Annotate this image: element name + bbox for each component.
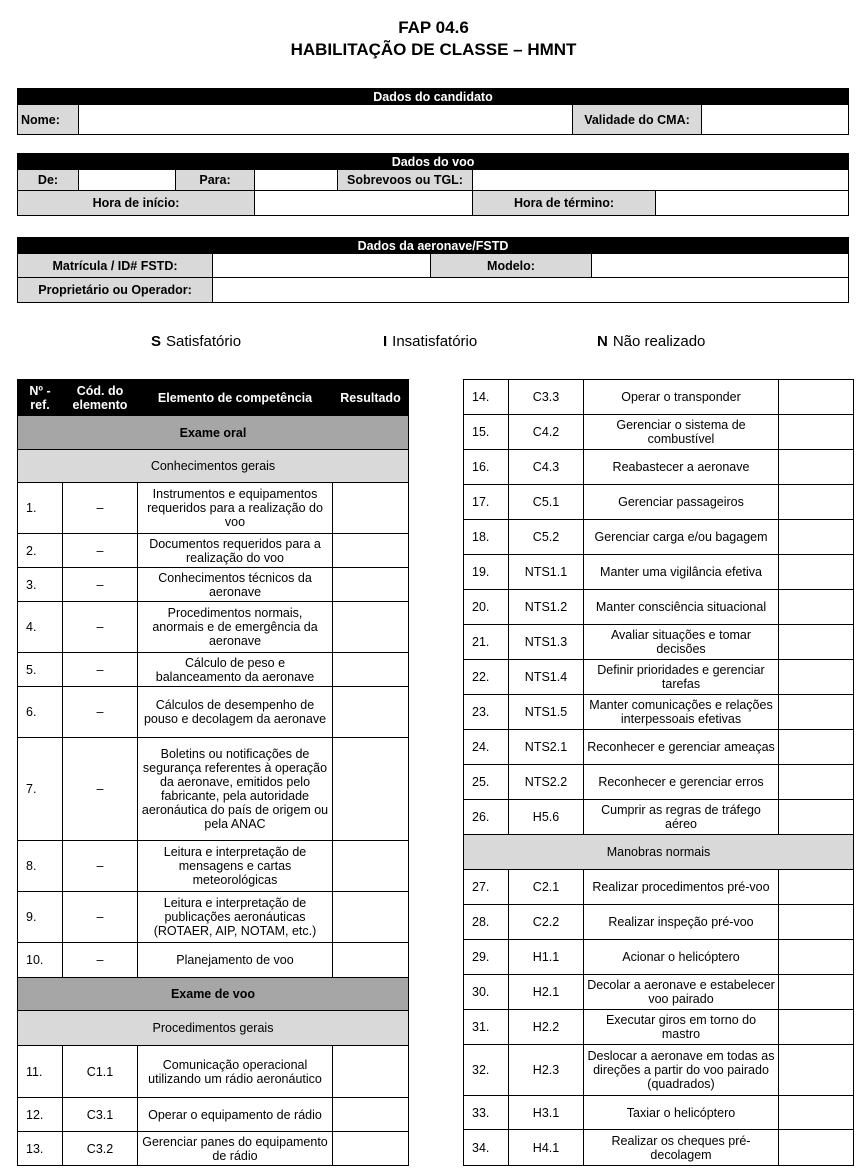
row-ref: 18. (464, 520, 509, 555)
row-element: Cálculo de peso e balanceamento da aeronave (138, 653, 333, 687)
row-code: H5.6 (509, 800, 584, 835)
competency-row (464, 800, 854, 835)
competency-row (464, 625, 854, 660)
row-code: NTS2.1 (509, 730, 584, 765)
row-code: C2.2 (509, 905, 584, 940)
section-row (464, 835, 854, 870)
row-element: Reconhecer e gerenciar ameaças (584, 730, 779, 765)
row-result-field[interactable] (779, 590, 854, 625)
row-result-field[interactable] (333, 534, 409, 568)
row-ref: 21. (464, 625, 509, 660)
competency-row (18, 602, 409, 653)
row-result-field[interactable] (333, 687, 409, 738)
competency-row (464, 1010, 854, 1045)
section-row (18, 416, 409, 450)
row-ref: 24. (464, 730, 509, 765)
row-ref: 11. (18, 1046, 63, 1098)
competency-row (464, 1045, 854, 1096)
competency-row (18, 841, 409, 892)
legend-unsatisfactory: I Insatisfatório (383, 333, 478, 350)
legend-satisfactory: S Satisfatório (151, 333, 242, 350)
row-element: Gerenciar o sistema de combustível (584, 415, 779, 450)
row-result-field[interactable] (779, 415, 854, 450)
row-result-field[interactable] (779, 1130, 854, 1166)
row-code: C5.1 (509, 485, 584, 520)
row-code: H3.1 (509, 1096, 584, 1130)
aircraft-table (17, 237, 849, 303)
row-code: – (63, 602, 138, 653)
row-result-field[interactable] (779, 800, 854, 835)
competency-table-left (17, 379, 409, 1166)
row-ref: 17. (464, 485, 509, 520)
row-code: NTS1.1 (509, 555, 584, 590)
end-time-field[interactable] (656, 191, 849, 216)
registration-field[interactable] (213, 254, 431, 278)
row-result-field[interactable] (779, 905, 854, 940)
row-element: Executar giros em torno do mastro (584, 1010, 779, 1045)
row-element: Gerenciar panes do equipamento de rádio (138, 1132, 333, 1166)
row-result-field[interactable] (333, 943, 409, 978)
name-field[interactable] (79, 105, 573, 135)
from-field[interactable] (79, 170, 176, 191)
row-element: Realizar os cheques pré-decolagem (584, 1130, 779, 1166)
row-code: – (63, 483, 138, 534)
row-code: C3.2 (63, 1132, 138, 1166)
row-ref: 32. (464, 1045, 509, 1096)
row-result-field[interactable] (779, 660, 854, 695)
row-element: Cálculos de desempenho de pouso e decolagem da aeronave (138, 687, 333, 738)
section-row (18, 450, 409, 483)
competency-row (18, 534, 409, 568)
row-ref: 26. (464, 800, 509, 835)
row-result-field[interactable] (333, 1132, 409, 1166)
row-ref: 1. (18, 483, 63, 534)
row-element: Avaliar situações e tomar decisões (584, 625, 779, 660)
competency-row (464, 905, 854, 940)
cma-field[interactable] (702, 105, 849, 135)
competency-row (18, 483, 409, 534)
row-ref: 29. (464, 940, 509, 975)
competency-row (464, 1096, 854, 1130)
competency-row (18, 653, 409, 687)
row-result-field[interactable] (779, 380, 854, 415)
row-code: C4.2 (509, 415, 584, 450)
row-result-field[interactable] (779, 975, 854, 1010)
competency-row (464, 450, 854, 485)
row-element: Instrumentos e equipamentos requeridos para a realização do voo (138, 483, 333, 534)
cma-label: Validade do CMA: (573, 105, 702, 135)
header-element: Elemento de competência (138, 380, 333, 416)
row-result-field[interactable] (779, 450, 854, 485)
row-ref: 13. (18, 1132, 63, 1166)
row-element: Cumprir as regras de tráfego aéreo (584, 800, 779, 835)
row-ref: 14. (464, 380, 509, 415)
row-result-field[interactable] (779, 555, 854, 590)
row-element: Manter consciência situacional (584, 590, 779, 625)
section-label: Manobras normais (464, 835, 854, 870)
row-element: Operar o transponder (584, 380, 779, 415)
competency-row (18, 1046, 409, 1098)
row-code: C3.1 (63, 1098, 138, 1132)
section-row (18, 978, 409, 1011)
row-element: Comunicação operacional utilizando um rádio aeronáutico (138, 1046, 333, 1098)
row-ref: 23. (464, 695, 509, 730)
section-label: Procedimentos gerais (18, 1011, 409, 1046)
row-ref: 33. (464, 1096, 509, 1130)
competency-row (18, 738, 409, 841)
competency-table-right (463, 379, 854, 1166)
row-code: NTS2.2 (509, 765, 584, 800)
row-result-field[interactable] (779, 765, 854, 800)
header-code: Cód. do elemento (63, 380, 138, 416)
section-label: Conhecimentos gerais (18, 450, 409, 483)
form-title: HABILITAÇÃO DE CLASSE – HMNT (290, 40, 577, 59)
row-code: C3.3 (509, 380, 584, 415)
row-ref: 10. (18, 943, 63, 978)
row-code: C1.1 (63, 1046, 138, 1098)
row-element: Documentos requeridos para a realização do voo (138, 534, 333, 568)
registration-label: Matrícula / ID# FSTD: (18, 254, 213, 278)
row-result-field[interactable] (779, 695, 854, 730)
competency-row (464, 520, 854, 555)
row-result-field[interactable] (779, 1096, 854, 1130)
row-ref: 31. (464, 1010, 509, 1045)
row-result-field[interactable] (779, 730, 854, 765)
competency-row (18, 1132, 409, 1166)
row-code: – (63, 687, 138, 738)
competency-row (464, 695, 854, 730)
form-code: FAP 04.6 (398, 18, 469, 37)
row-element: Leitura e interpretação de mensagens e cartas meteorológicas (138, 841, 333, 892)
competency-row (464, 870, 854, 905)
overflight-field[interactable] (473, 170, 849, 191)
row-element: Procedimentos normais, anormais e de emergência da aeronave (138, 602, 333, 653)
row-element: Operar o equipamento de rádio (138, 1098, 333, 1132)
row-element: Conhecimentos técnicos da aeronave (138, 568, 333, 602)
competency-row (18, 943, 409, 978)
candidate-table (17, 88, 849, 135)
row-result-field[interactable] (779, 625, 854, 660)
row-ref: 3. (18, 568, 63, 602)
start-time-label: Hora de início: (18, 191, 255, 216)
row-result-field[interactable] (333, 568, 409, 602)
row-result-field[interactable] (333, 602, 409, 653)
competency-row (464, 940, 854, 975)
row-element: Leitura e interpretação de publicações aeronáuticas (ROTAER, AIP, NOTAM, etc.) (138, 892, 333, 943)
name-label: Nome: (18, 105, 79, 135)
row-result-field[interactable] (333, 1098, 409, 1132)
row-code: H1.1 (509, 940, 584, 975)
row-element: Acionar o helicóptero (584, 940, 779, 975)
candidate-section-title: Dados do candidato (18, 89, 849, 105)
row-element: Realizar inspeção pré-voo (584, 905, 779, 940)
row-code: NTS1.2 (509, 590, 584, 625)
competency-row (18, 568, 409, 602)
row-result-field[interactable] (779, 1010, 854, 1045)
row-element: Manter uma vigilância efetiva (584, 555, 779, 590)
end-time-label: Hora de término: (473, 191, 656, 216)
row-code: – (63, 892, 138, 943)
from-label: De: (18, 170, 79, 191)
row-result-field[interactable] (779, 940, 854, 975)
flight-table (17, 153, 849, 216)
competency-row (464, 975, 854, 1010)
competency-row (464, 590, 854, 625)
row-element: Deslocar a aeronave em todas as direções a partir do voo pairado (quadrados) (584, 1045, 779, 1096)
row-ref: 27. (464, 870, 509, 905)
row-code: NTS1.4 (509, 660, 584, 695)
row-element: Boletins ou notificações de segurança referentes à operação da aeronave, emitidos pelo fabricante, pela autoridade aeronáutica do país de origem ou pela ANAC (138, 738, 333, 841)
row-ref: 16. (464, 450, 509, 485)
row-ref: 19. (464, 555, 509, 590)
row-ref: 7. (18, 738, 63, 841)
model-label: Modelo: (431, 254, 592, 278)
competency-row (464, 415, 854, 450)
row-result-field[interactable] (333, 738, 409, 841)
competency-row (464, 380, 854, 415)
start-time-field[interactable] (255, 191, 473, 216)
row-ref: 12. (18, 1098, 63, 1132)
row-code: – (63, 653, 138, 687)
competency-row (464, 660, 854, 695)
competency-row (18, 1098, 409, 1132)
row-element: Decolar a aeronave e estabelecer voo pairado (584, 975, 779, 1010)
section-label: Exame de voo (18, 978, 409, 1011)
row-ref: 4. (18, 602, 63, 653)
section-label: Exame oral (18, 416, 409, 450)
row-element: Manter comunicações e relações interpessoais efetivas (584, 695, 779, 730)
header-ref: Nº - ref. (18, 380, 63, 416)
aircraft-section-title: Dados da aeronave/FSTD (18, 238, 849, 254)
overflight-label: Sobrevoos ou TGL: (338, 170, 473, 191)
row-code: C4.3 (509, 450, 584, 485)
row-element: Reabastecer a aeronave (584, 450, 779, 485)
row-ref: 34. (464, 1130, 509, 1166)
row-element: Realizar procedimentos pré-voo (584, 870, 779, 905)
row-code: H2.1 (509, 975, 584, 1010)
row-code: H2.2 (509, 1010, 584, 1045)
competency-row (464, 555, 854, 590)
row-ref: 8. (18, 841, 63, 892)
row-code: – (63, 943, 138, 978)
row-ref: 9. (18, 892, 63, 943)
row-ref: 20. (464, 590, 509, 625)
row-ref: 5. (18, 653, 63, 687)
row-result-field[interactable] (333, 892, 409, 943)
row-ref: 22. (464, 660, 509, 695)
legend-not-performed: N Não realizado (597, 333, 706, 350)
to-label: Para: (176, 170, 255, 191)
row-code: – (63, 841, 138, 892)
row-result-field[interactable] (333, 653, 409, 687)
competency-row (464, 1130, 854, 1166)
row-code: – (63, 568, 138, 602)
row-code: NTS1.5 (509, 695, 584, 730)
row-code: – (63, 738, 138, 841)
row-element: Taxiar o helicóptero (584, 1096, 779, 1130)
row-code: H4.1 (509, 1130, 584, 1166)
row-element: Reconhecer e gerenciar erros (584, 765, 779, 800)
competency-row (18, 892, 409, 943)
row-result-field[interactable] (333, 1046, 409, 1098)
row-result-field[interactable] (779, 485, 854, 520)
row-code: C5.2 (509, 520, 584, 555)
owner-field[interactable] (213, 278, 849, 303)
row-result-field[interactable] (333, 483, 409, 534)
to-field[interactable] (255, 170, 338, 191)
row-result-field[interactable] (779, 1045, 854, 1096)
row-ref: 2. (18, 534, 63, 568)
row-ref: 6. (18, 687, 63, 738)
row-ref: 28. (464, 905, 509, 940)
row-result-field[interactable] (333, 841, 409, 892)
row-element: Definir prioridades e gerenciar tarefas (584, 660, 779, 695)
competency-row (464, 765, 854, 800)
row-element: Gerenciar carga e/ou bagagem (584, 520, 779, 555)
section-row (18, 1011, 409, 1046)
model-field[interactable] (592, 254, 849, 278)
row-result-field[interactable] (779, 870, 854, 905)
row-result-field[interactable] (779, 520, 854, 555)
row-element: Planejamento de voo (138, 943, 333, 978)
owner-label: Proprietário ou Operador: (18, 278, 213, 303)
row-element: Gerenciar passageiros (584, 485, 779, 520)
row-code: NTS1.3 (509, 625, 584, 660)
competency-row (464, 730, 854, 765)
header-result: Resultado (333, 380, 409, 416)
row-ref: 30. (464, 975, 509, 1010)
row-ref: 15. (464, 415, 509, 450)
row-code: C2.1 (509, 870, 584, 905)
row-code: – (63, 534, 138, 568)
competency-row (464, 485, 854, 520)
flight-section-title: Dados do voo (18, 154, 849, 170)
row-code: H2.3 (509, 1045, 584, 1096)
row-ref: 25. (464, 765, 509, 800)
competency-row (18, 687, 409, 738)
